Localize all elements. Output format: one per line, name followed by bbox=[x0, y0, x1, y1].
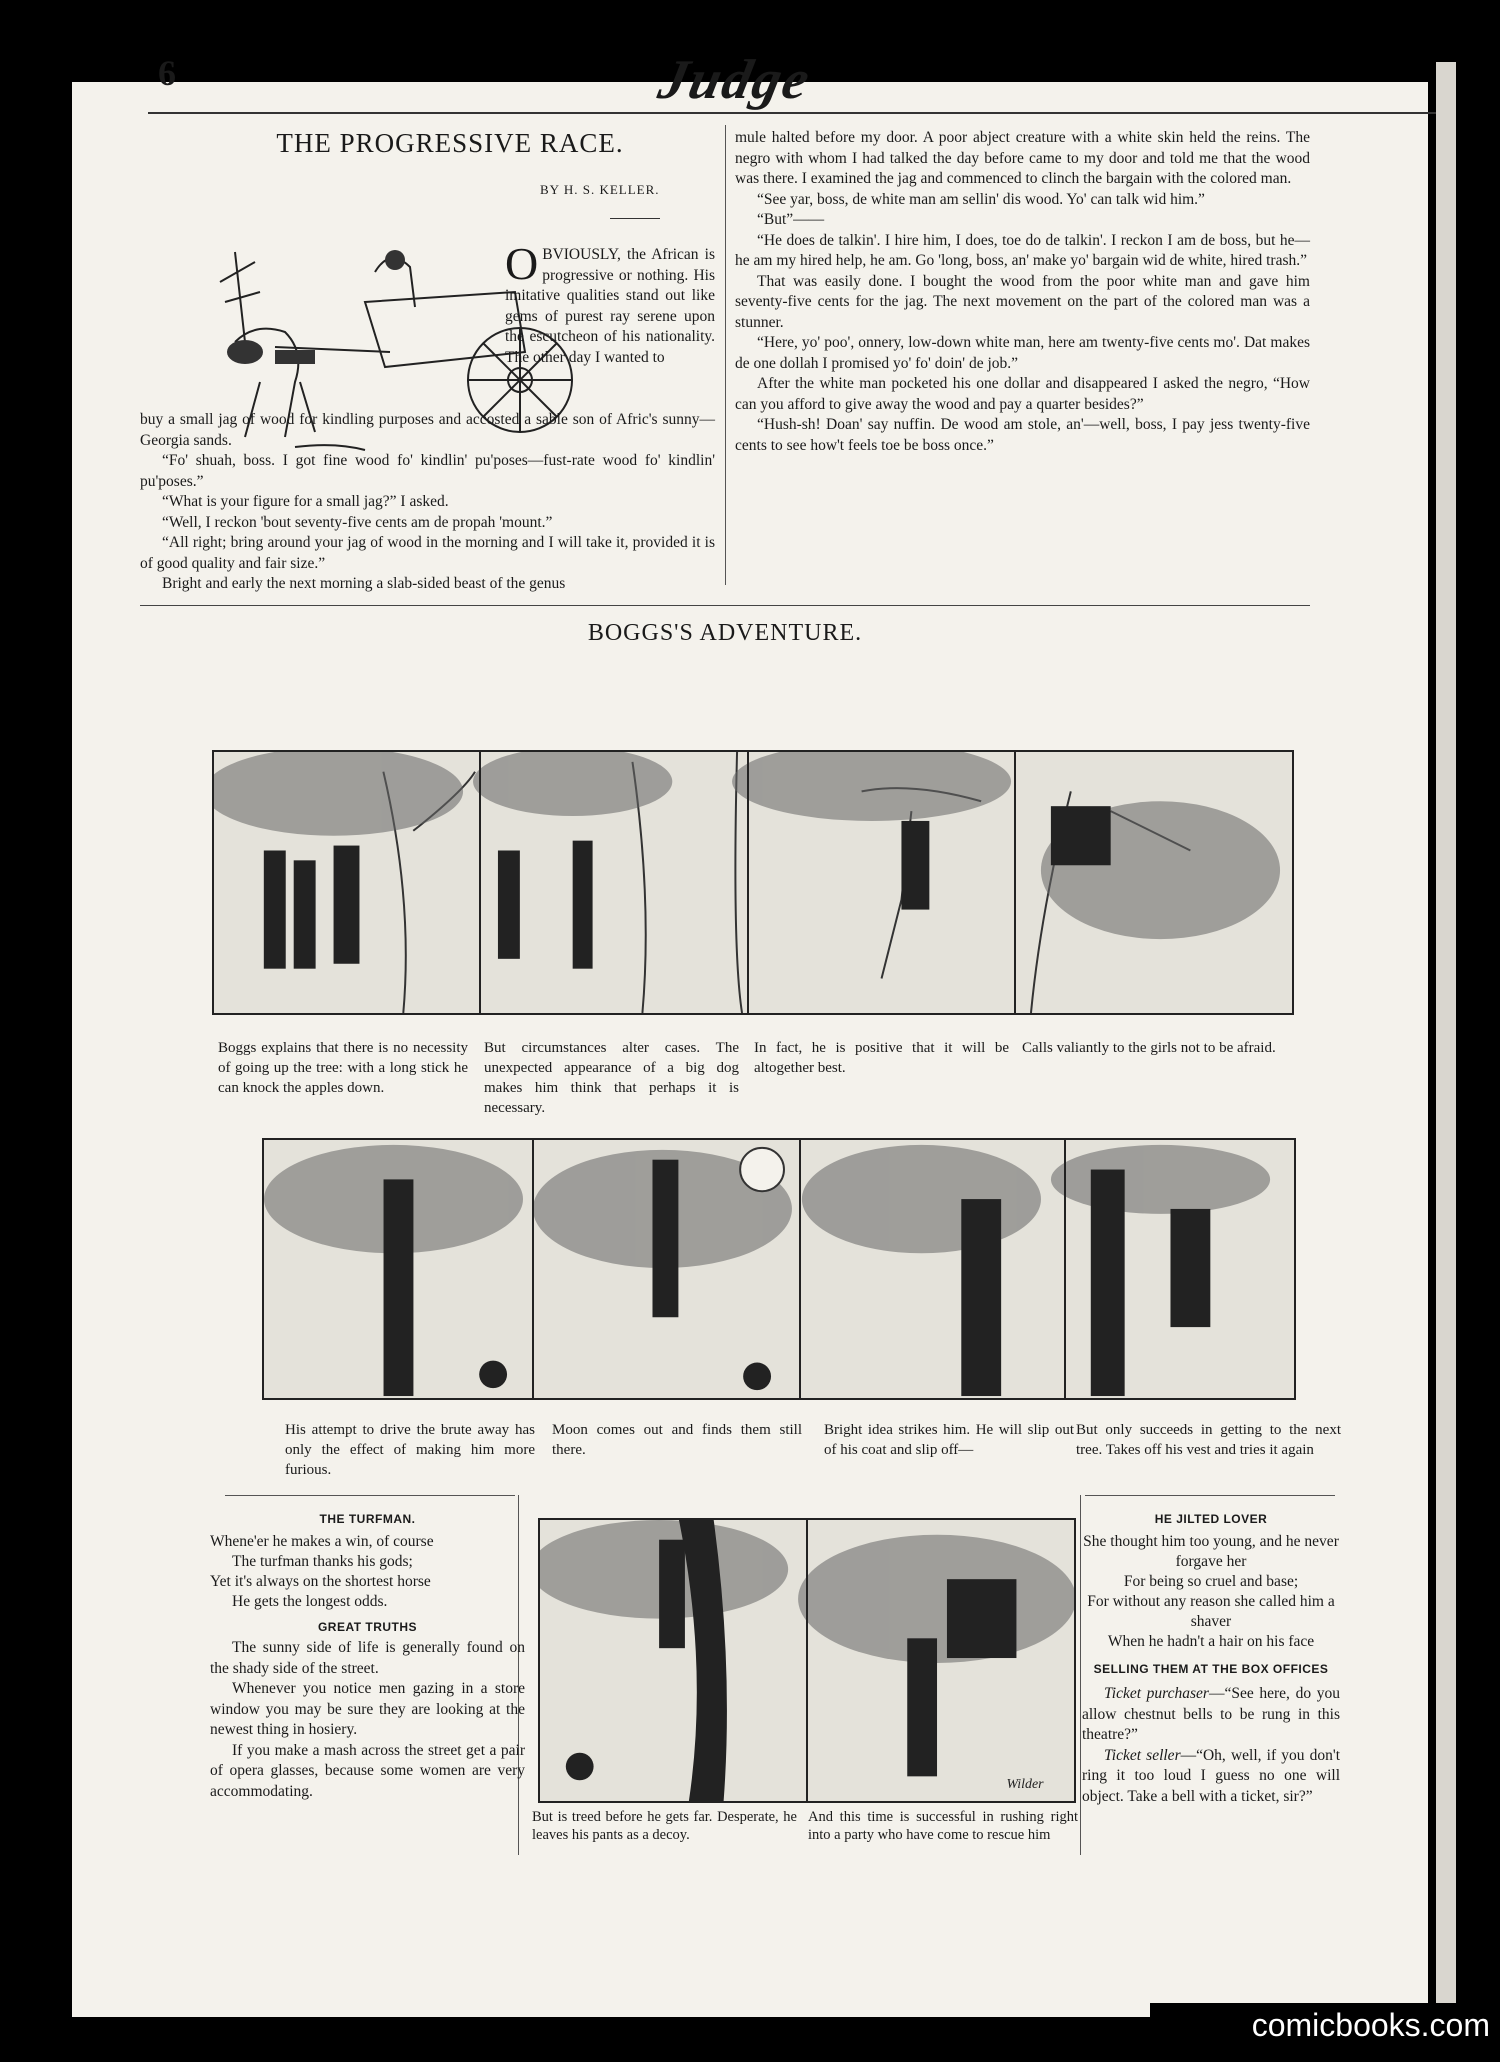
article-paragraph: “Well, I reckon 'bout seventy-five cents am de propah 'mount.” bbox=[162, 513, 553, 531]
page-right-edge bbox=[1436, 62, 1456, 2042]
comic-row-2-art bbox=[264, 1140, 1294, 1398]
article-drop-cap: O bbox=[505, 238, 539, 289]
watermark: comicbooks.com bbox=[1150, 2003, 1490, 2047]
poem-line: When he hadn't a hair on his face bbox=[1107, 1633, 1315, 1650]
panel-caption: Boggs explains that there is no necessity of going up the tree: with a long stick he can knock the apples down. bbox=[218, 1040, 468, 1096]
article-paragraph: After the white man pocketed his one dollar and disappeared I asked the negro, “How can you afford to give away the wood and pay a quarter besides?” bbox=[735, 375, 1310, 413]
article-paragraph: “He does de talkin'. I hire him, I does, toe do de talkin'. I reckon I am de boss, but he—he am my hired help, he am. Go 'long, boss, an' make yo' bargain wid de white, hired trash.” bbox=[735, 231, 1310, 269]
article-opening: BVIOUSLY, the African is progressive or nothing. His imitative qualities stand out like gems of purest ray serene upon the escutcheon of his nationality. The other day I wanted to bbox=[505, 246, 715, 366]
panel-border bbox=[1064, 1140, 1066, 1398]
panel-border bbox=[747, 752, 749, 1013]
article-paragraph: “All right; bring around your jag of wood in the morning and I will take it, provided it is of good quality and fair size.” bbox=[140, 534, 715, 572]
jilted-lover-poem bbox=[1082, 1512, 1340, 1807]
section-title: SELLING THEM AT THE BOX OFFICES bbox=[1093, 1662, 1329, 1676]
byline-rule bbox=[610, 218, 660, 219]
dialogue-line: Ticket seller—“Oh, well, if you don't ring it too loud I guess no one will object. Take a bell with a ticket, sir?” bbox=[1082, 1746, 1341, 1805]
turfman-poem bbox=[210, 1512, 525, 1802]
poem-line: For being so cruel and base; bbox=[1123, 1573, 1299, 1590]
panel-border bbox=[806, 1520, 808, 1801]
truth-item: If you make a mash across the street get a pair of opera glasses, because some women are very accommodating. bbox=[210, 1741, 525, 1800]
panel-caption: But is treed before he gets far. Desperate, he leaves his pants as a decoy. bbox=[532, 1809, 797, 1843]
article-paragraph: “Fo' shuah, boss. I got fine wood fo' kindlin' pu'poses—fust-rate wood fo' kindlin' pu'poses.” bbox=[140, 452, 715, 490]
truth-item: The sunny side of life is generally found on the shady side of the street. bbox=[210, 1639, 525, 1677]
comic-strip-row-2 bbox=[262, 1138, 1296, 1400]
panel-border bbox=[532, 1140, 534, 1398]
column-divider bbox=[1080, 1495, 1081, 1855]
section-title: GREAT TRUTHS bbox=[317, 1620, 418, 1634]
panel-border bbox=[799, 1140, 801, 1398]
article-column-a bbox=[505, 238, 715, 368]
poem-body bbox=[210, 1532, 525, 1612]
page-number: 6 bbox=[158, 53, 176, 93]
poem-line: She thought him too young, and he never forgave her bbox=[1083, 1533, 1339, 1570]
panel-border bbox=[1014, 752, 1016, 1013]
article-paragraph: buy a small jag of wood for kindling purposes and accosted a sable son of Afric's sunny—Georgia sands. bbox=[140, 411, 715, 449]
comic-strip-row-3 bbox=[538, 1518, 1076, 1803]
great-truths bbox=[210, 1638, 525, 1802]
panel-border bbox=[479, 752, 481, 1013]
panel-caption: But only succeeds in getting to the next tree. Takes off his vest and tries it again bbox=[1076, 1422, 1341, 1458]
box-office-dialogue bbox=[1082, 1684, 1340, 1807]
column-divider bbox=[725, 125, 726, 585]
poem-line: The turfman thanks his gods; bbox=[232, 1553, 413, 1570]
section-rule bbox=[140, 605, 1310, 606]
artist-signature: Wilder bbox=[1006, 1776, 1044, 1792]
article-paragraph: “Hush-sh! Doan' say nuffin. De wood am stole, an'—well, boss, I pay jess twenty-five cents to see how't feels toe be boss once.” bbox=[735, 416, 1310, 454]
section-rule bbox=[225, 1495, 515, 1496]
article-paragraph: “But”—— bbox=[757, 211, 825, 228]
speaker-label: Ticket seller bbox=[1104, 1746, 1181, 1764]
poem-title: THE TURFMAN. bbox=[319, 1512, 416, 1526]
panel-caption: And this time is successful in rushing right into a party who have come to rescue him bbox=[808, 1809, 1078, 1843]
poem-body bbox=[1082, 1532, 1340, 1652]
comic-strip-row-1 bbox=[212, 750, 1294, 1015]
article-paragraph: That was easily done. I bought the wood from the poor white man and gave him seventy-five cents for the jag. The next movement on the part of the colored man was a stunner. bbox=[735, 272, 1310, 331]
section-rule bbox=[1085, 1495, 1335, 1496]
article-column-b bbox=[140, 410, 715, 595]
panel-caption: In fact, he is positive that it will be altogether best. bbox=[754, 1040, 1009, 1076]
panel-caption: Moon comes out and finds them still there. bbox=[552, 1422, 802, 1458]
panel-caption: But circumstances alter cases. The unexpected appearance of a big dog makes him think that perhaps it is necessary. bbox=[484, 1040, 739, 1116]
article-column-right bbox=[735, 128, 1310, 456]
poem-line: He gets the longest odds. bbox=[232, 1593, 388, 1610]
article-paragraph: “What is your figure for a small jag?” I asked. bbox=[162, 493, 449, 510]
article-byline: BY H. S. KELLER. bbox=[540, 182, 660, 197]
article-paragraph: “Here, yo' poo', onnery, low-down white man, here am twenty-five cents mo'. Dat makes de one dollah I promised yo' fo' doin' de job.” bbox=[735, 334, 1310, 372]
article-paragraph: “See yar, boss, de white man am sellin' dis wood. Yo' can talk wid him.” bbox=[757, 190, 1205, 208]
poem-title: HE JILTED LOVER bbox=[1154, 1512, 1268, 1526]
speaker-text: “Oh, well, if you don't ring it too loud I guess no one will object. Take a bell with a ticket, sir?” bbox=[1082, 1746, 1341, 1805]
masthead-rule bbox=[148, 112, 1436, 114]
article-paragraph: mule halted before my door. A poor abject creature with a white skin held the reins. The negro with whom I had talked the day before came to my door and told me that the wood was there. I examined the jag and commenced to clinch the bargain with the colored man. bbox=[735, 129, 1310, 187]
poem-line: Yet it's always on the shortest horse bbox=[210, 1573, 431, 1590]
truth-item: Whenever you notice men gazing in a store window you may be sure they are looking at the newest thing in hosiery. bbox=[210, 1680, 525, 1738]
panel-caption: Bright idea strikes him. He will slip out of his coat and slip off— bbox=[824, 1422, 1074, 1458]
article-title: THE PROGRESSIVE RACE. bbox=[276, 128, 624, 158]
panel-caption: Calls valiantly to the girls not to be afraid. bbox=[1022, 1040, 1276, 1056]
panel-caption: His attempt to drive the brute away has only the effect of making him more furious. bbox=[285, 1422, 535, 1478]
poem-line: For without any reason she called him a shaver bbox=[1087, 1593, 1335, 1630]
comic-title: BOGGS'S ADVENTURE. bbox=[587, 620, 863, 646]
comic-row-1-art bbox=[214, 752, 1292, 1013]
masthead-title: Judge bbox=[653, 49, 817, 111]
dialogue-line: Ticket purchaser—“See here, do you allow chestnut bells to be rung in this theatre?” bbox=[1082, 1685, 1341, 1743]
article-paragraph: Bright and early the next morning a slab-sided beast of the genus bbox=[162, 575, 566, 592]
poem-line: Whene'er he makes a win, of course bbox=[210, 1533, 434, 1550]
speaker-label: Ticket purchaser bbox=[1104, 1685, 1209, 1702]
speaker-text: “See here, do you allow chestnut bells to be rung in this theatre?” bbox=[1082, 1685, 1341, 1743]
